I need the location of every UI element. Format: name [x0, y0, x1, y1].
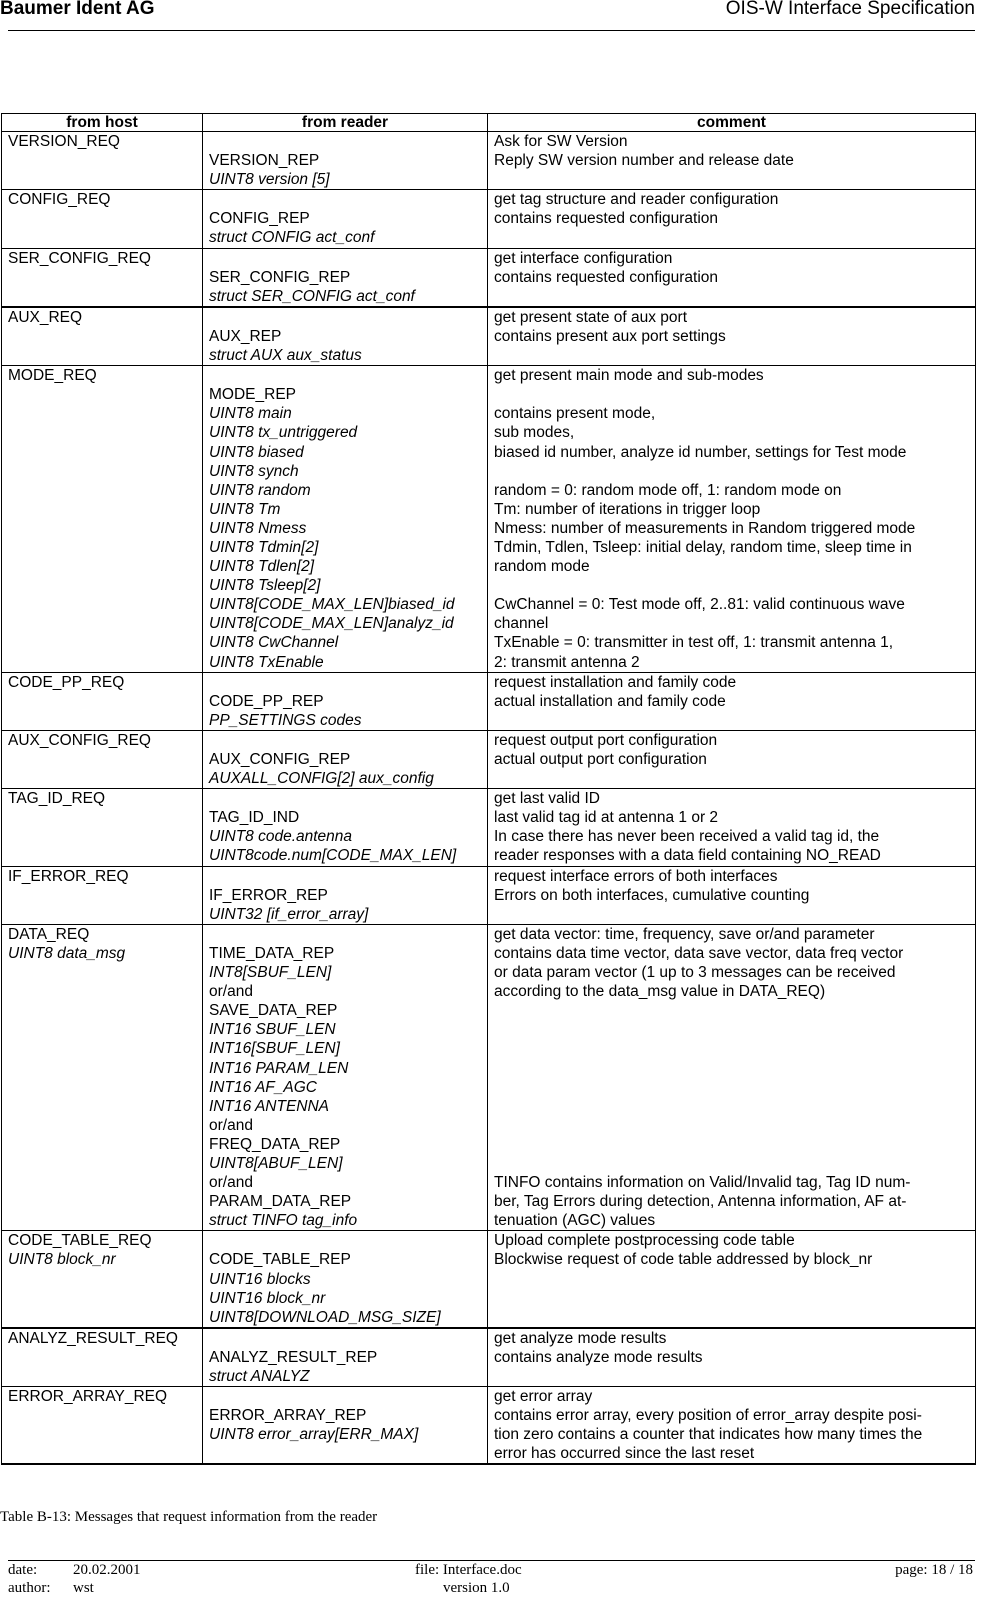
comment-line: contains present mode,: [494, 405, 656, 423]
cell-from-host: [2, 924, 203, 1231]
cell-from-host: [2, 1231, 203, 1328]
comment-line: TxEnable = 0: transmitter in test off, 1: transmit antenna 1,: [494, 634, 894, 652]
comment-line: actual output port configuration: [494, 751, 707, 768]
cell-comment: [488, 672, 976, 730]
reader-field: UINT8 error_array[ERR_MAX]: [209, 1426, 419, 1444]
comment-line: Blockwise request of code table addressed by block_nr: [494, 1251, 873, 1269]
reader-field: INT8[SBUF_LEN]: [209, 964, 332, 982]
reader-message-name: or/and: [209, 1174, 253, 1192]
column-header-from-reader: from reader: [203, 114, 488, 132]
cell-comment: [488, 366, 976, 673]
reader-field: AUXALL_CONFIG[2] aux_config: [209, 770, 434, 788]
reader-field: UINT8 synch: [209, 462, 299, 480]
table-header-row: [2, 114, 976, 132]
host-message-name: CODE_PP_REQ: [8, 673, 125, 691]
blank-line: [209, 1231, 481, 1250]
host-message-param: UINT8 data_msg: [8, 944, 126, 962]
cell-from-host: [2, 132, 203, 190]
reader-message-name: TIME_DATA_REP: [209, 944, 335, 962]
table-row: [2, 307, 976, 366]
reader-message-name: or/and: [209, 1116, 253, 1134]
comment-line: get tag structure and reader configuration: [494, 191, 779, 209]
cell-from-host: [2, 307, 203, 366]
reader-field: UINT8 TxEnable: [209, 653, 324, 671]
table-row: [2, 866, 976, 924]
cell-from-host: [2, 672, 203, 730]
blank-line: [209, 867, 481, 886]
comment-line: Nmess: number of measurements in Random triggered mode: [494, 519, 916, 537]
cell-from-host: [2, 1328, 203, 1387]
reader-field: UINT8code.num[CODE_MAX_LEN]: [209, 847, 457, 865]
cell-comment: [488, 866, 976, 924]
cell-from-host: [2, 789, 203, 866]
comment-line: contains present aux port settings: [494, 327, 726, 345]
reader-field: UINT8 Tsleep[2]: [209, 577, 321, 595]
comment-line: biased id number, analyze id number, settings for Test mode: [494, 443, 907, 461]
reader-message-name: CODE_PP_REP: [209, 692, 324, 710]
blank-line: [494, 1039, 969, 1058]
cell-comment: [488, 132, 976, 190]
comment-line: contains requested configuration: [494, 268, 719, 286]
reader-field: UINT8[CODE_MAX_LEN]analyz_id: [209, 615, 454, 633]
cell-from-reader: [203, 1231, 488, 1328]
reader-field: UINT16 block_nr: [209, 1289, 326, 1307]
table-row: [2, 190, 976, 248]
cell-from-host: [2, 730, 203, 788]
comment-line: get present state of aux port: [494, 308, 688, 326]
comment-line: Tm: number of iterations in trigger loop: [494, 500, 761, 518]
comment-line: get data vector: time, frequency, save or/and parameter: [494, 925, 875, 943]
comment-line: tenuation (AGC) values: [494, 1212, 656, 1230]
table-row: [2, 924, 976, 1231]
table-row: [2, 132, 976, 190]
reader-field: struct CONFIG act_conf: [209, 229, 375, 247]
blank-line: [494, 1078, 969, 1097]
blank-line: [494, 462, 969, 481]
reader-field: UINT8[DOWNLOAD_MSG_SIZE]: [209, 1308, 441, 1326]
host-message-name: VERSION_REQ: [8, 133, 120, 150]
host-message-name: AUX_CONFIG_REQ: [8, 731, 151, 749]
cell-from-reader: [203, 789, 488, 866]
reader-field: UINT8[ABUF_LEN]: [209, 1154, 343, 1172]
footer-author: wst: [73, 1580, 94, 1596]
cell-comment: [488, 924, 976, 1231]
host-message-param: UINT8 block_nr: [8, 1251, 116, 1269]
cell-from-host: [2, 866, 203, 924]
cell-from-host: [2, 190, 203, 248]
table-caption: Table B-13: Messages that request information from the reader: [0, 1509, 378, 1525]
reader-field: UINT8 biased: [209, 443, 304, 461]
table-row: [2, 366, 976, 673]
blank-line: [209, 132, 481, 151]
footer-version: version 1.0: [443, 1580, 510, 1596]
comment-line: request installation and family code: [494, 673, 737, 691]
comment-line: get interface configuration: [494, 249, 673, 267]
comment-line: Ask for SW Version: [494, 133, 628, 150]
cell-from-reader: [203, 924, 488, 1231]
comment-line: contains analyze mode results: [494, 1348, 703, 1366]
blank-line: [494, 1154, 969, 1173]
comment-line: Errors on both interfaces, cumulative counting: [494, 886, 810, 904]
reader-message-name: FREQ_DATA_REP: [209, 1135, 341, 1153]
reader-field: struct TINFO tag_info: [209, 1212, 358, 1230]
footer-rule: [8, 1560, 975, 1561]
reader-field: UINT8[CODE_MAX_LEN]biased_id: [209, 596, 455, 614]
cell-comment: [488, 190, 976, 248]
reader-field: struct AUX aux_status: [209, 347, 362, 365]
cell-comment: [488, 307, 976, 366]
comment-line: channel: [494, 615, 549, 633]
comment-line: contains error array, every position of error_array despite posi-: [494, 1407, 922, 1425]
comment-line: random = 0: random mode off, 1: random mode on: [494, 481, 842, 499]
host-message-name: ERROR_ARRAY_REQ: [8, 1388, 168, 1406]
host-message-name: DATA_REQ: [8, 925, 90, 943]
footer-author-label: author:: [8, 1580, 51, 1596]
comment-line: random mode: [494, 558, 590, 576]
cell-from-host: [2, 366, 203, 673]
comment-line: In case there has never been received a valid tag id, the: [494, 828, 880, 846]
host-message-name: TAG_ID_REQ: [8, 790, 106, 808]
blank-line: [494, 1059, 969, 1078]
comment-line: contains data time vector, data save vector, data freq vector: [494, 944, 904, 962]
reader-field: UINT8 random: [209, 481, 311, 499]
host-message-name: ANALYZ_RESULT_REQ: [8, 1329, 178, 1347]
host-message-name: SER_CONFIG_REQ: [8, 249, 151, 267]
blank-line: [209, 731, 481, 750]
cell-from-reader: [203, 866, 488, 924]
comment-line: Upload complete postprocessing code table: [494, 1232, 795, 1250]
comment-line: last valid tag id at antenna 1 or 2: [494, 809, 719, 827]
blank-line: [494, 1135, 969, 1154]
blank-line: [494, 1116, 969, 1135]
table-body: [2, 132, 976, 1465]
reader-message-name: ERROR_ARRAY_REP: [209, 1407, 367, 1425]
table-row: [2, 672, 976, 730]
host-message-name: CODE_TABLE_REQ: [8, 1232, 152, 1250]
blank-line: [494, 576, 969, 595]
reader-message-name: CONFIG_REP: [209, 210, 310, 228]
reader-field: UINT8 CwChannel: [209, 634, 339, 652]
reader-field: UINT8 main: [209, 405, 292, 423]
reader-message-name: PARAM_DATA_REP: [209, 1193, 352, 1211]
reader-field: UINT8 Tdmin[2]: [209, 538, 319, 556]
reader-field: INT16 PARAM_LEN: [209, 1059, 349, 1077]
cell-from-reader: [203, 1328, 488, 1387]
cell-comment: [488, 730, 976, 788]
comment-line: according to the data_msg value in DATA_REQ): [494, 983, 826, 1001]
reader-field: UINT8 Nmess: [209, 519, 307, 537]
reader-field: UINT16 blocks: [209, 1270, 311, 1288]
comment-line: get analyze mode results: [494, 1329, 667, 1347]
cell-from-reader: [203, 1387, 488, 1465]
footer-date: 20.02.2001: [73, 1562, 141, 1578]
comment-line: reader responses with a data field containing NO_READ: [494, 847, 881, 865]
comment-line: get error array: [494, 1388, 593, 1406]
reader-field: UINT32 [if_error_array]: [209, 905, 369, 923]
cell-from-reader: [203, 730, 488, 788]
cell-from-reader: [203, 366, 488, 673]
reader-message-name: CODE_TABLE_REP: [209, 1251, 351, 1269]
cell-from-reader: [203, 190, 488, 248]
footer-page: page: 18 / 18: [895, 1562, 973, 1578]
reader-message-name: MODE_REP: [209, 386, 296, 404]
reader-field: INT16[SBUF_LEN]: [209, 1040, 340, 1058]
blank-line: [209, 1329, 481, 1348]
cell-from-reader: [203, 132, 488, 190]
table-row: [2, 248, 976, 307]
reader-message-name: SER_CONFIG_REP: [209, 268, 351, 286]
comment-line: Reply SW version number and release date: [494, 152, 794, 170]
column-header-from-host: from host: [2, 114, 203, 132]
blank-line: [209, 789, 481, 808]
column-header-comment: comment: [488, 114, 976, 132]
cell-comment: [488, 1328, 976, 1387]
blank-line: [209, 249, 481, 268]
reader-field: UINT8 Tdlen[2]: [209, 558, 315, 576]
reader-message-name: VERSION_REP: [209, 152, 320, 170]
reader-message-name: AUX_CONFIG_REP: [209, 751, 351, 768]
comment-line: CwChannel = 0: Test mode off, 2..81: valid continuous wave: [494, 596, 905, 614]
blank-line: [494, 1020, 969, 1039]
table-row: [2, 1387, 976, 1465]
reader-message-name: or/and: [209, 983, 253, 1001]
reader-message-name: ANALYZ_RESULT_REP: [209, 1348, 378, 1366]
header-rule: [8, 30, 975, 31]
reader-message-name: AUX_REP: [209, 327, 282, 345]
host-message-name: IF_ERROR_REQ: [8, 867, 129, 885]
comment-line: request interface errors of both interfaces: [494, 867, 778, 885]
comment-line: contains requested configuration: [494, 210, 719, 228]
comment-line: 2: transmit antenna 2: [494, 653, 640, 671]
cell-from-host: [2, 1387, 203, 1465]
table-row: [2, 730, 976, 788]
footer-date-label: date:: [8, 1562, 38, 1578]
messages-table: [1, 113, 976, 1465]
table-row: [2, 1231, 976, 1328]
cell-from-host: [2, 248, 203, 307]
reader-message-name: SAVE_DATA_REP: [209, 1002, 338, 1020]
blank-line: [209, 190, 481, 209]
blank-line: [494, 385, 969, 404]
blank-line: [209, 308, 481, 327]
comment-line: sub modes,: [494, 424, 575, 442]
comment-line: get last valid ID: [494, 790, 600, 808]
cell-comment: [488, 789, 976, 866]
footer-file: file: Interface.doc: [415, 1562, 522, 1578]
comment-line: error has occurred since the last reset: [494, 1445, 755, 1463]
cell-from-reader: [203, 248, 488, 307]
reader-field: INT16 AF_AGC: [209, 1078, 317, 1096]
comment-line: actual installation and family code: [494, 692, 726, 710]
reader-field: struct SER_CONFIG act_conf: [209, 287, 415, 305]
reader-field: INT16 ANTENNA: [209, 1097, 330, 1115]
host-message-name: CONFIG_REQ: [8, 191, 111, 209]
host-message-name: MODE_REQ: [8, 367, 97, 385]
reader-message-name: IF_ERROR_REP: [209, 886, 328, 904]
comment-line: ber, Tag Errors during detection, Antenna information, AF at-: [494, 1193, 907, 1211]
cell-from-reader: [203, 672, 488, 730]
reader-field: UINT8 code.antenna: [209, 828, 353, 846]
cell-comment: [488, 1231, 976, 1328]
company-name: Baumer Ident AG: [0, 0, 155, 19]
comment-line: or data param vector (1 up to 3 messages can be received: [494, 964, 896, 982]
reader-field: struct ANALYZ: [209, 1368, 310, 1385]
document-title: OIS-W Interface Specification: [725, 0, 975, 19]
table-row: [2, 1328, 976, 1387]
comment-line: Tdmin, Tdlen, Tsleep: initial delay, random time, sleep time in: [494, 538, 912, 556]
reader-field: UINT8 tx_untriggered: [209, 424, 358, 442]
reader-field: UINT8 version [5]: [209, 171, 330, 189]
comment-line: TINFO contains information on Valid/Invalid tag, Tag ID num-: [494, 1174, 911, 1192]
table-row: [2, 789, 976, 866]
blank-line: [209, 925, 481, 944]
host-message-name: AUX_REQ: [8, 308, 83, 326]
reader-field: INT16 SBUF_LEN: [209, 1021, 336, 1039]
comment-line: request output port configuration: [494, 731, 718, 749]
comment-line: get present main mode and sub-modes: [494, 367, 764, 385]
blank-line: [209, 1387, 481, 1406]
reader-message-name: TAG_ID_IND: [209, 809, 300, 827]
cell-comment: [488, 248, 976, 307]
reader-field: PP_SETTINGS codes: [209, 711, 362, 729]
cell-from-reader: [203, 307, 488, 366]
blank-line: [494, 1001, 969, 1020]
comment-line: tion zero contains a counter that indicates how many times the: [494, 1426, 923, 1444]
blank-line: [209, 366, 481, 385]
reader-field: UINT8 Tm: [209, 500, 281, 518]
cell-comment: [488, 1387, 976, 1465]
blank-line: [494, 1097, 969, 1116]
blank-line: [209, 673, 481, 692]
